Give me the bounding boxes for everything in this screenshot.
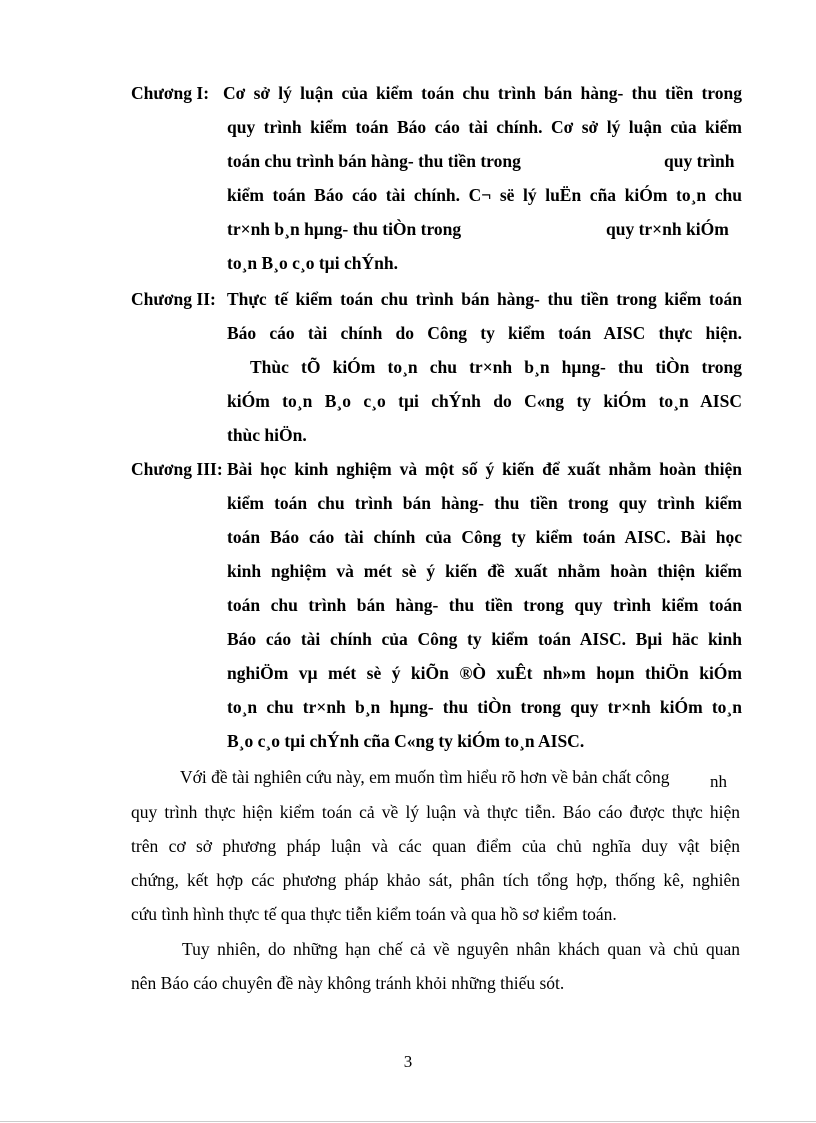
chapter-3-line-9: B¸o c¸o tµi chÝnh cña C«ng ty kiÓm to¸n AISC. [227,731,585,751]
chapter-1-label: Chương I: [131,83,210,103]
footer-rule [0,1121,816,1122]
chapter-3-line-6: Báo cáo tài chính của Công ty kiểm toán AISC. Bµi häc kinh [227,629,742,649]
paragraph-1-line-1: Với đề tài nghiên cứu này, em muốn tìm hiểu rõ hơn về bản chất công [180,767,670,787]
chapter-1-line-5b: quy tr×nh kiÓm [606,219,729,239]
chapter-3-line-8: to¸n chu tr×nh b¸n hµng- thu tiÒn trong quy tr×nh kiÓm to¸n [227,697,742,717]
chapter-1-line-5: tr×nh b¸n hµng- thu tiÒn trong [227,219,462,239]
paragraph-1-line-5: cứu tình hình thực tế qua thực tiễn kiểm toán và qua hồ sơ kiểm toán. [131,904,617,924]
chapter-2-line-5: thùc hiÖn. [227,425,307,445]
chapter-3-line-3: toán Báo cáo tài chính của Công ty kiểm toán AISC. Bài học [227,527,742,547]
page-number: 3 [403,1052,413,1071]
chapter-1-line-1: Cơ sở lý luận của kiểm toán chu trình bán hàng- thu tiền trong [223,83,742,103]
chapter-1-line-6: to¸n B¸o c¸o tµi chÝnh. [227,253,398,273]
chapter-3-line-7: nghiÖm vµ mét sè ý kiÕn ®Ò xuÊt nh»m hoµn thiÖn kiÓm [227,663,742,683]
chapter-3-line-2: kiểm toán chu trình bán hàng- thu tiền trong quy trình kiểm [227,493,742,513]
chapter-2-label: Chương II: [131,289,216,309]
chapter-1-line-3: toán chu trình bán hàng- thu tiền trong [227,151,521,171]
chapter-3-line-5: toán chu trình bán hàng- thu tiền trong quy trình kiểm toán [227,595,742,615]
chapter-1-line-4: kiểm toán Báo cáo tài chính. C¬ së lý luËn cña kiÓm to¸n chu [227,185,742,205]
paragraph-2-line-1: Tuy nhiên, do những hạn chế cả về nguyên nhân khách quan và chủ quan [182,939,740,959]
chapter-1-line-3b: quy trình [664,151,735,171]
paragraph-1-line-2: quy trình thực hiện kiểm toán cả về lý luận và thực tiễn. Báo cáo được thực hiện [131,802,740,822]
chapter-3-label: Chương III: [131,459,223,479]
chapter-3-line-4: kinh nghiệm và mét sè ý kiến đề xuất nhằm hoàn thiện kiểm [227,561,742,581]
chapter-2-line-3: Thùc tÕ kiÓm to¸n chu tr×nh b¸n hµng- thu tiÒn trong [250,357,742,377]
chapter-2-line-1: Thực tế kiểm toán chu trình bán hàng- thu tiền trong kiểm toán [227,289,742,309]
paragraph-2-line-2: nên Báo cáo chuyên đề này không tránh khỏi những thiếu sót. [131,973,565,993]
paragraph-1-line-3: trên cơ sở phương pháp luận và các quan điểm của chủ nghĩa duy vật biện [131,836,740,856]
chapter-3-line-1: Bài học kinh nghiệm và một số ý kiến để xuất nhằm hoàn thiện [227,459,742,479]
chapter-2-line-4: kiÓm to¸n B¸o c¸o tµi chÝnh do C«ng ty kiÓm to¸n AISC [227,391,742,411]
paragraph-1-line-4: chứng, kết hợp các phương pháp khảo sát, phân tích tổng hợp, thống kê, nghiên [131,870,740,890]
paragraph-1-line-1-tail: nh [710,772,727,791]
chapter-2-line-2: Báo cáo tài chính do Công ty kiểm toán AISC thực hiện. [227,323,742,343]
chapter-1-line-2: quy trình kiểm toán Báo cáo tài chính. Cơ sở lý luận của kiểm [227,117,742,137]
